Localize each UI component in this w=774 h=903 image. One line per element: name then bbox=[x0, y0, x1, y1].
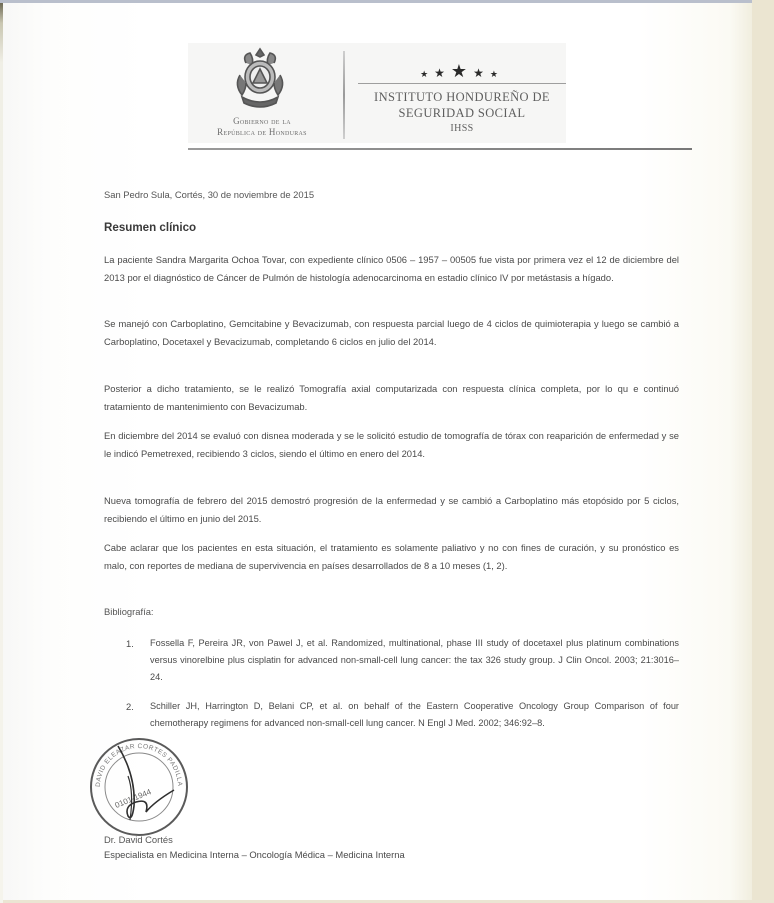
paragraph-prognosis: Cabe aclarar que los pacientes en esta situación, el tratamiento es solamente paliativo y no con fines de curación, y su pronóstico es malo, con reportes de mediana de supervivencia en países desarrollados de 8 a 10 meses (1, 2). bbox=[104, 542, 679, 572]
place-date: San Pedro Sula, Cortés, 30 de noviembre de 2015 bbox=[104, 189, 315, 200]
page-edge-shadow bbox=[0, 3, 3, 903]
signer-name: Dr. David Cortés bbox=[104, 834, 173, 845]
coat-of-arms-icon bbox=[230, 45, 290, 111]
reference-number: 1. bbox=[126, 638, 134, 649]
header-rule bbox=[188, 148, 692, 150]
bibliography-heading: Bibliografía: bbox=[104, 606, 154, 617]
svg-text:0101-1944: 0101-1944 bbox=[113, 787, 153, 810]
institute-name-line-2: SEGURIDAD SOCIAL bbox=[398, 106, 526, 120]
paragraph-diagnosis: La paciente Sandra Margarita Ochoa Tovar, con expediente clínico 0506 – 1957 – 00505 fue vista por primera vez el 12 de diciembre del 2013 por el diagnóstico de Cáncer de Pulmón de histología adenocarcinoma en estadio clínico IV por metástasis a hígado. bbox=[104, 254, 679, 284]
stars-icon: ★★★★★ bbox=[420, 61, 504, 81]
institute-rule bbox=[358, 83, 566, 84]
government-line-2: República de Honduras bbox=[217, 127, 307, 137]
background-margin bbox=[752, 0, 774, 900]
government-block bbox=[188, 43, 336, 143]
paragraph-response: Posterior a dicho tratamiento, se le realizó Tomografía axial computarizada con respuesta clínica completa, por lo qu e continuó tratamiento de mantenimiento con Bevacizumab. bbox=[104, 383, 679, 413]
institute-acronym: IHSS bbox=[450, 123, 474, 134]
letterhead-divider bbox=[343, 51, 345, 139]
institute-name-line-1: INSTITUTO HONDUREÑO DE bbox=[374, 90, 550, 104]
document-title: Resumen clínico bbox=[104, 221, 197, 234]
letterhead bbox=[188, 43, 566, 143]
reference-text: Fossella F, Pereira JR, von Pawel J, et al. Randomized, multinational, phase III study of docetaxel plus platinum combinations versus vinorelbine plus cisplatin for advanced non-small-cell lung cancer: the tax 326 study group. J Clin Oncol. 2003; 21:3016–24. bbox=[150, 638, 679, 682]
reference-number: 2. bbox=[126, 701, 134, 712]
reference-text: Schiller JH, Harrington D, Belani CP, et al. on behalf of the Eastern Cooperative Oncology Group Comparison of four chemotherapy regimens for advanced non-small-cell lung cancer. N Engl J Med. 2002; 346:92–8. bbox=[150, 701, 679, 728]
paragraph-progression: Nueva tomografía de febrero del 2015 demostró progresión de la enfermedad y se cambió a Carboplatino más etopósido por 5 ciclos, recibiendo el último en junio del 2015. bbox=[104, 495, 679, 525]
svg-text:DAVID ELEAZAR CORTES PADILLA: DAVID ELEAZAR CORTES PADILLA bbox=[94, 742, 184, 788]
official-stamp-icon bbox=[88, 736, 190, 838]
paragraph-initial-treatment: Se manejó con Carboplatino, Gemcitabine y Bevacizumab, con respuesta parcial luego de 4 ciclos de quimioterapia y luego se cambió a Carboplatino, Docetaxel y Bevacizumab, completando 6 ciclos en julio del 2014. bbox=[104, 318, 679, 348]
signer-title: Especialista en Medicina Interna – Oncología Médica – Medicina Interna bbox=[104, 849, 405, 860]
paragraph-recurrence: En diciembre del 2014 se evaluó con disnea moderada y se le solicitó estudio de tomografía de tórax con reaparición de enfermedad y se le indicó Pemetrexed, recibiendo 3 ciclos, siendo el último en enero del 2014. bbox=[104, 430, 679, 460]
government-line-1: Gobierno de la bbox=[233, 116, 291, 126]
institute-block bbox=[358, 43, 566, 143]
